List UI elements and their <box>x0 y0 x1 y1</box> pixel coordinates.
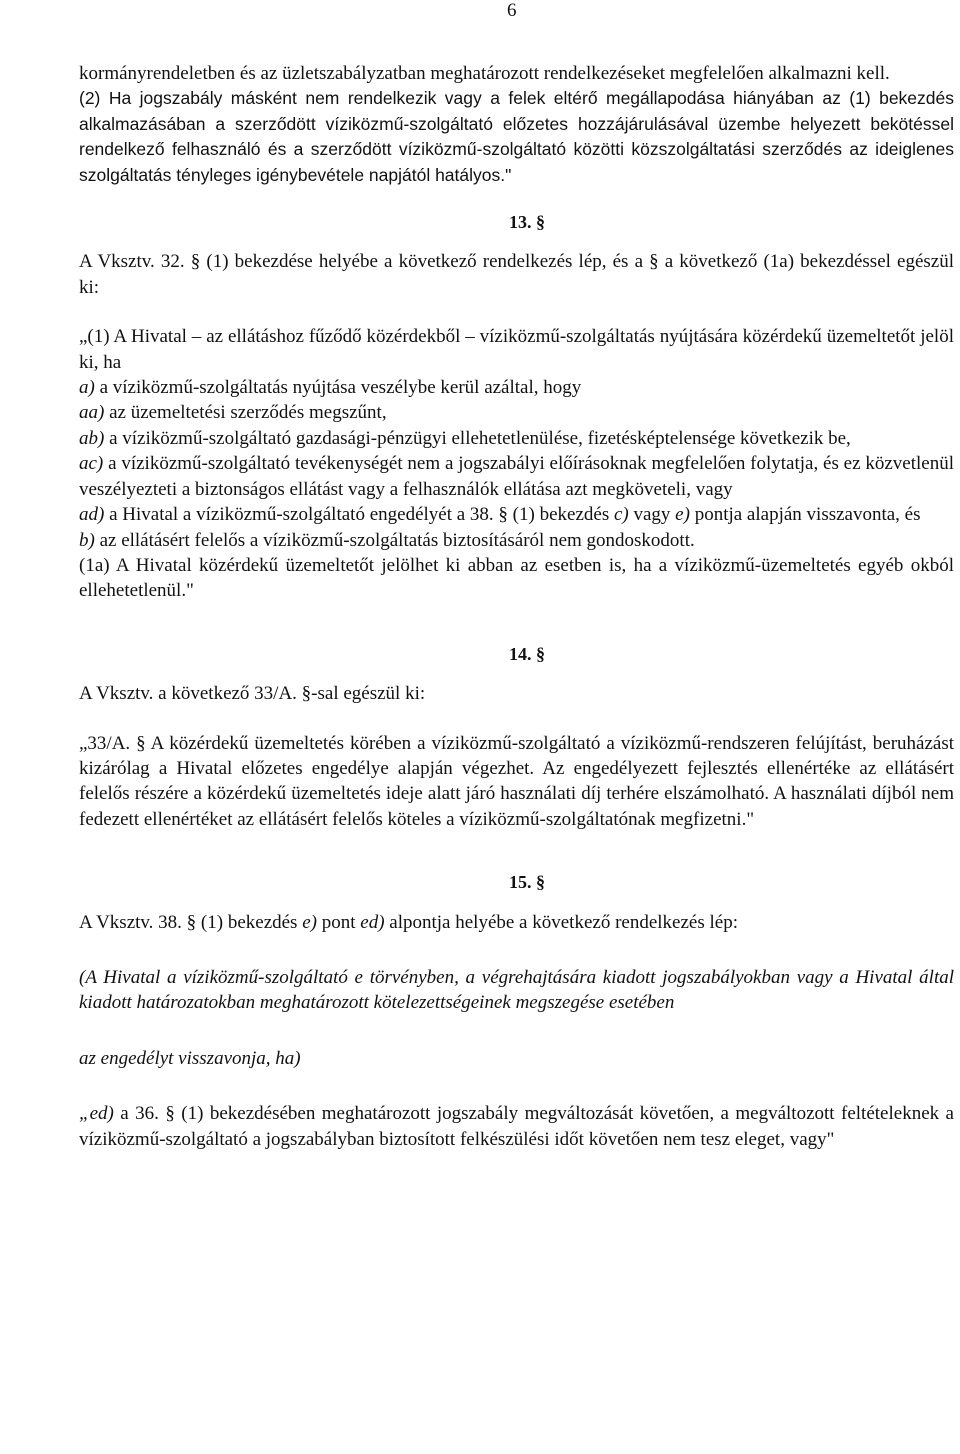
item-aa-label: aa) <box>79 402 105 424</box>
section-13-item-ab <box>79 426 954 451</box>
item-ad-text-1: a Hivatal a víziközmű-szolgáltató engedélyét a 38. § (1) bekezdés <box>104 504 614 526</box>
item-ac-label: ac) <box>79 453 104 475</box>
section-15-intro-e: e) <box>302 911 317 933</box>
item-ab-label: ab) <box>79 427 105 449</box>
paragraph-continuation: kormányrendeletben és az üzletszabályzatban meghatározott rendelkezéseket megfelelően alkalmazni kell. <box>79 63 890 84</box>
section-15-quote-text: a 36. § (1) bekezdésében meghatározott jogszabály megváltozását követően, a megváltozott feltételeknek a víziközmű-szolgáltató a jogszabályban biztosított felkészülési időt követően nem tesz eleget, vagy" <box>79 1103 954 1150</box>
section-13-item-ac <box>79 451 954 502</box>
section-15-intro-1: A Vksztv. 38. § (1) bekezdés <box>79 911 303 933</box>
section-14-quote: „33/A. § A közérdekű üzemeltetés körében a víziközmű-szolgáltató a víziközmű-rendszeren felújítást, beruházást kizárólag a Hivatal előzetes engedélye alapján végezhet. Az engedélyezett fejlesztés ellenértéke az ellátásért felelős részére a közérdekű üzemeltetés ideje alatt járó használati díj terhére elszámolható. A használati díjból nem fedezett ellenértéket az ellátásért felelős köteles a víziközmű-szolgáltatónak megfizetni." <box>79 732 954 830</box>
item-ac-text: a víziközmű-szolgáltató tevékenységét nem a jogszabályi előírásoknak megfelelően folytatja, és ez közvetlenül veszélyezteti a biztonságos ellátást vagy a felhasználók ellátása azt megköveteli, vagy <box>79 453 954 500</box>
section-15-context-2 <box>79 1046 954 1071</box>
section-13-quote-1: „(1) A Hivatal – az ellátáshoz fűződő közérdekből – víziközmű-szolgáltatás nyújtására közérdekű üzemeltetőt jelöl ki, ha <box>79 326 954 373</box>
paragraph-2: (2) Ha jogszabály másként nem rendelkezik vagy a felek eltérő megállapodása hiányában az (1) bekezdés alkalmazásában a szerződött víziközmű-szolgáltató előzetes hozzájárulásával üzembe helyezett bekötéssel rendelkező felhasználó és a szerződött víziközmű-szolgáltató közötti közszolgáltatási szerződés az ideiglenes szolgáltatás tényleges igénybevétele napjától hatályos." <box>79 88 954 185</box>
section-13-item-b <box>79 528 954 553</box>
item-ad-c: c) <box>613 504 629 526</box>
section-15-intro-3: alpontja helyébe a következő rendelkezés lép: <box>384 911 738 933</box>
section-13-heading: 13. § <box>509 212 545 233</box>
document-body <box>79 61 954 1152</box>
section-15-heading: 15. § <box>509 872 545 893</box>
page-number: 6 <box>507 0 517 21</box>
item-a-label: a) <box>79 377 95 399</box>
item-ad-text-3: pontja alapján visszavonta, és <box>689 504 921 526</box>
section-13-item-ad <box>79 502 954 527</box>
section-15-intro <box>79 910 954 935</box>
section-13-intro: A Vksztv. 32. § (1) bekezdése helyébe a következő rendelkezés lép, és a § a következő (1a) bekezdéssel egészül ki: <box>79 251 954 298</box>
section-15-context-2-text: az engedélyt visszavonja, ha) <box>79 1047 301 1069</box>
item-a-text: a víziközmű-szolgáltatás nyújtása veszélybe kerül azáltal, hogy <box>94 377 582 399</box>
section-13-quote-1a: (1a) A Hivatal közérdekű üzemeltetőt jelölhet ki abban az esetben is, ha a víziközmű-üzemeltetés egyéb okból ellehetetlenül." <box>79 554 954 602</box>
section-14-intro: A Vksztv. a következő 33/A. §-sal egészül ki: <box>79 683 426 705</box>
section-15-quote <box>79 1101 954 1152</box>
section-15-context-text: (A Hivatal a víziközmű-szolgáltató e törvényben, a végrehajtására kiadott jogszabályokban vagy a Hivatal által kiadott határozatokban meghatározott kötelezettségeinek megszegése esetében <box>79 966 954 1014</box>
section-15-context <box>79 965 954 1016</box>
section-13-item-a <box>79 375 954 400</box>
item-b-text: az ellátásért felelős a víziközmű-szolgáltatás biztosításáról nem gondoskodott. <box>94 529 695 551</box>
section-15-quote-label: „ed) <box>79 1103 114 1125</box>
item-aa-text: az üzemeltetési szerződés megszűnt, <box>104 402 387 424</box>
item-ad-text-2: vagy <box>628 504 676 526</box>
section-15-intro-2: pont <box>316 911 361 933</box>
item-b-label: b) <box>79 529 95 551</box>
item-ab-text: a víziközmű-szolgáltató gazdasági-pénzügyi ellehetetlenülése, fizetésképtelensége következik be, <box>104 427 851 449</box>
section-15-intro-ed: ed) <box>360 911 385 933</box>
item-ad-label: ad) <box>79 504 105 526</box>
section-14-heading: 14. § <box>509 643 545 664</box>
section-13-item-aa <box>79 400 954 425</box>
item-ad-e: e) <box>675 504 690 526</box>
